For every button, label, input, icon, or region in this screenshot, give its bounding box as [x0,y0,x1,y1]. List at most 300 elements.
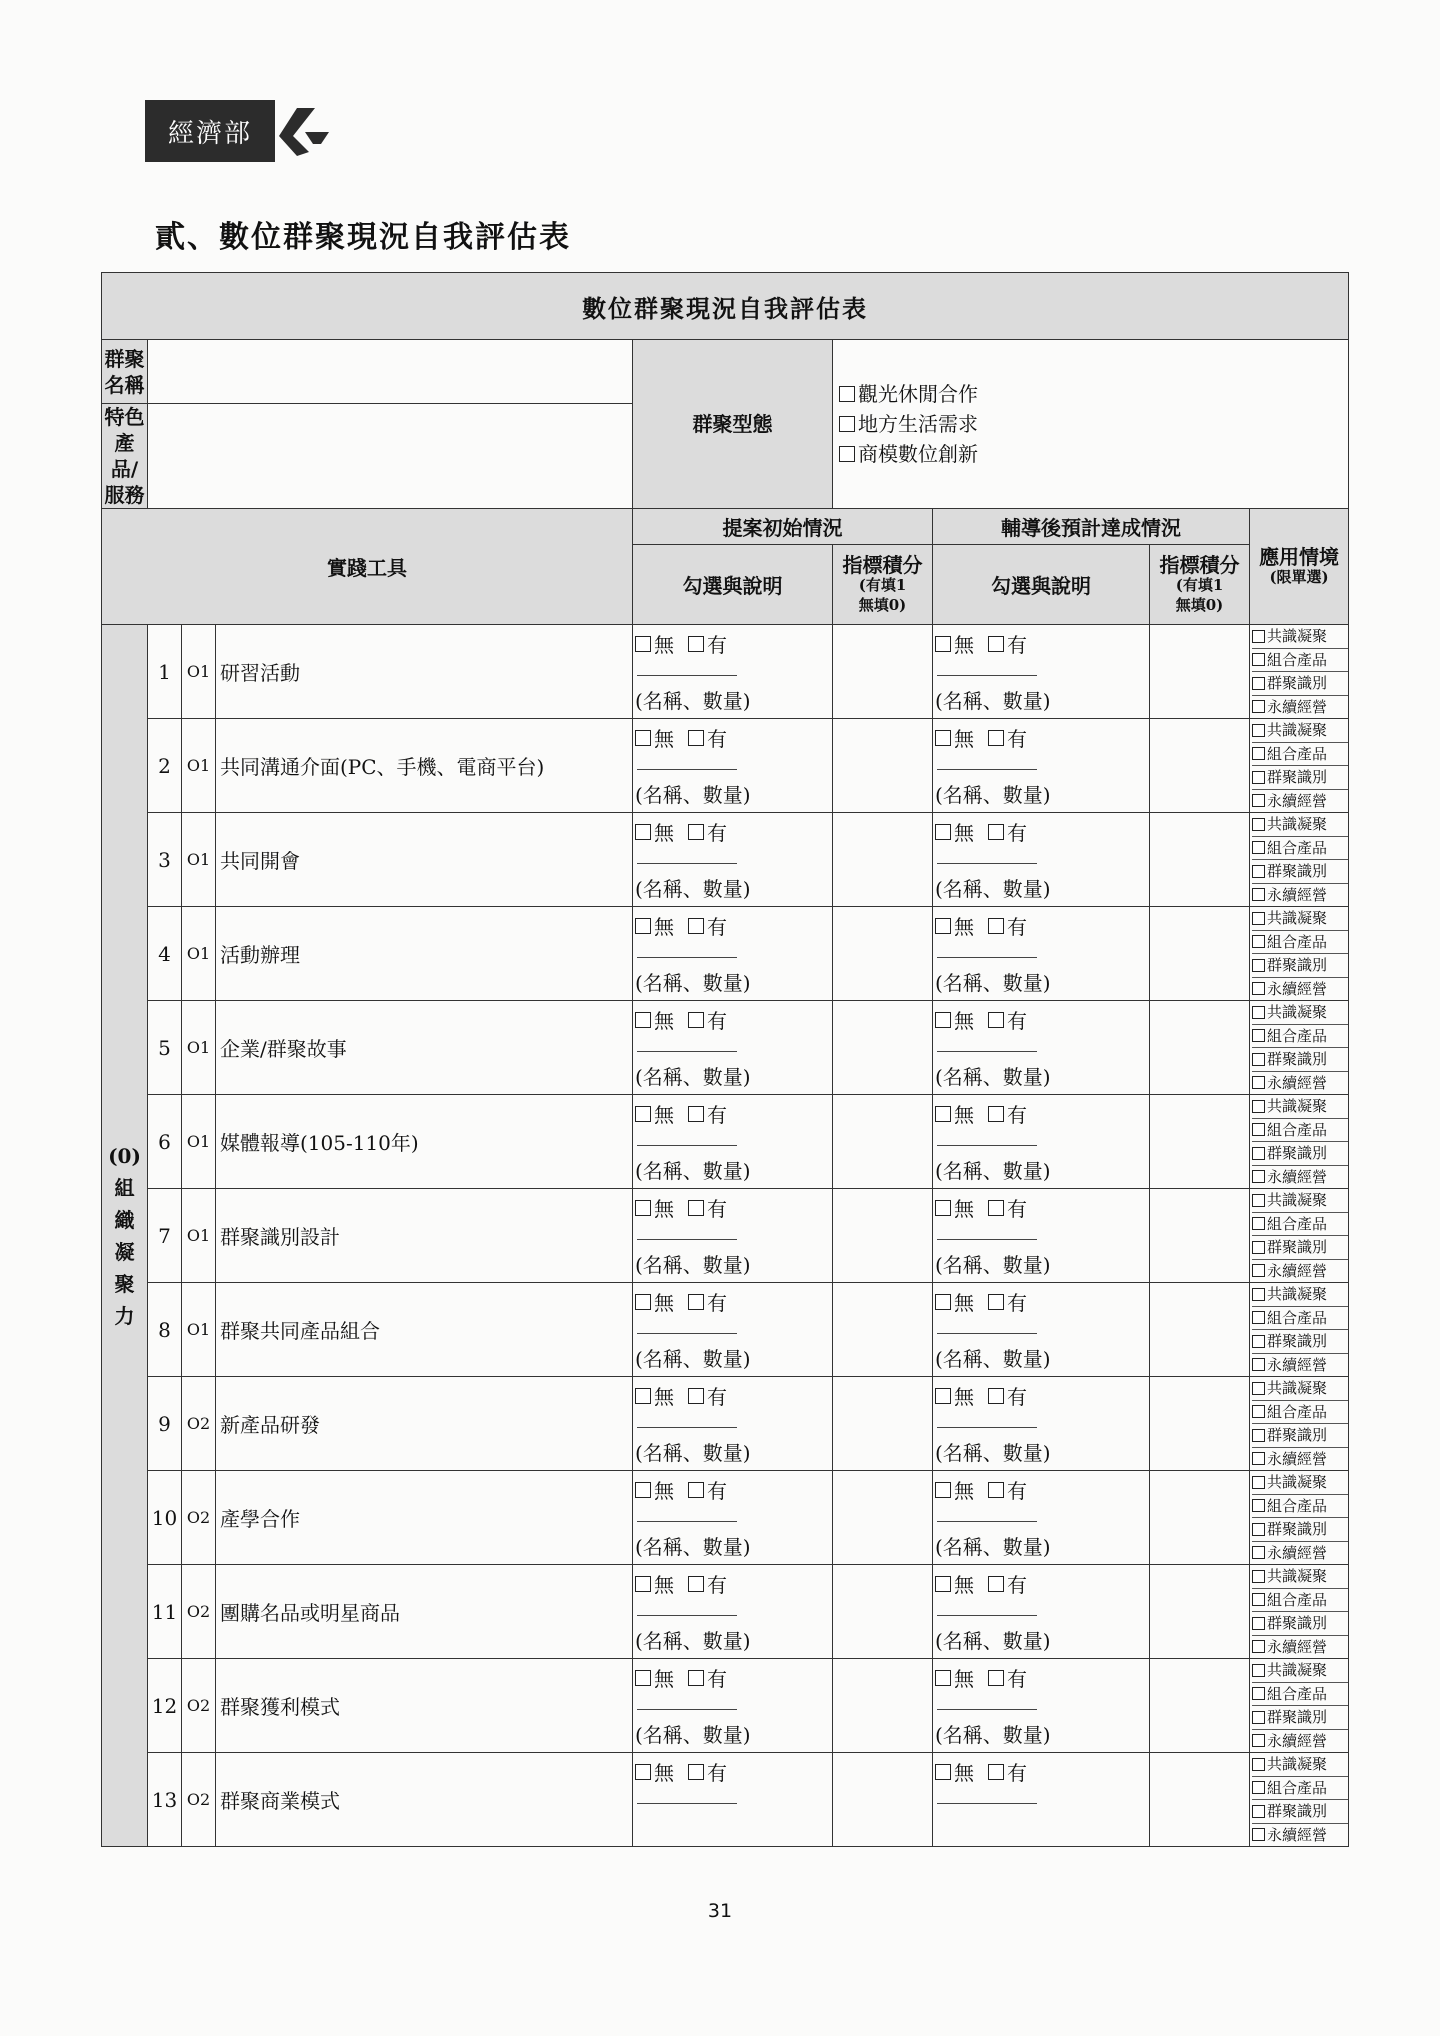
checkbox-icon[interactable] [935,636,951,652]
app-option[interactable]: 永續經營 [1252,1542,1348,1565]
checkbox-icon[interactable] [935,1764,951,1780]
practice-tools-header: 實踐工具 [102,509,633,625]
expected-score-cell[interactable] [1150,719,1250,813]
initial-check-header: 勾選與說明 [633,545,833,625]
checkbox-icon [1252,1382,1265,1395]
fill-line[interactable] [937,863,1037,864]
table-row [102,1001,1349,1095]
checkbox-icon[interactable] [688,1482,704,1498]
checkbox-icon [1252,1241,1265,1254]
cluster-name-label: 群聚名稱 [102,340,148,404]
checkbox-icon[interactable] [688,1294,704,1310]
app-option[interactable]: 組合產品 [1252,1119,1348,1143]
initial-score-cell[interactable] [833,1283,933,1377]
app-scenario-options [1250,813,1349,907]
checkbox-icon [1252,1734,1265,1747]
fill-line[interactable] [937,769,1037,770]
checkbox-icon[interactable] [935,1576,951,1592]
name-qty-note: (名稱、數量) [635,971,751,995]
app-option[interactable]: 共識凝聚 [1252,1189,1348,1213]
checkbox-icon [1252,677,1265,690]
app-scenario-options [1250,1471,1349,1565]
initial-score-cell[interactable] [833,625,933,719]
row-code: O1 [182,1189,216,1283]
checkbox-icon[interactable] [635,730,651,746]
initial-check-cell: 無 有 (名稱、數量) [633,1659,833,1753]
app-option[interactable]: 群聚識別 [1252,860,1348,884]
initial-score-cell[interactable] [833,1753,933,1847]
table-row [102,1095,1349,1189]
name-qty-note: (名稱、數量) [935,689,1051,713]
expected-check-cell: 無 有 [933,1753,1150,1847]
name-qty-note: (名稱、數量) [635,689,751,713]
checkbox-icon [1252,653,1265,666]
name-qty-note: (名稱、數量) [635,1159,751,1183]
fill-line[interactable] [937,1803,1037,1804]
name-qty-note: (名稱、數量) [635,1253,751,1277]
checkbox-icon [1252,1546,1265,1559]
checkbox-icon[interactable] [935,918,951,934]
app-option[interactable]: 共識凝聚 [1252,813,1348,837]
name-qty-note: (名稱、數量) [635,1441,751,1465]
app-option[interactable]: 共識凝聚 [1252,1471,1348,1495]
checkbox-icon[interactable] [988,1576,1004,1592]
checkbox-icon [1252,1429,1265,1442]
checkbox-icon[interactable] [988,730,1004,746]
checkbox-icon [1252,865,1265,878]
name-qty-note: (名稱、數量) [935,1629,1051,1653]
app-option[interactable]: 永續經營 [1252,1260,1348,1283]
name-qty-note: (名稱、數量) [935,1159,1051,1183]
initial-check-cell: 無 有 (名稱、數量) [633,1283,833,1377]
app-option[interactable]: 永續經營 [1252,1636,1348,1659]
expected-score-cell[interactable] [1150,1189,1250,1283]
row-code: O1 [182,1001,216,1095]
initial-score-cell[interactable] [833,1471,933,1565]
cluster-type-option-local-life[interactable]: 地方生活需求 [839,409,1348,439]
checkbox-icon[interactable] [935,1388,951,1404]
app-option[interactable]: 永續經營 [1252,884,1348,907]
name-qty-note: (名稱、數量) [935,783,1051,807]
app-option[interactable]: 組合產品 [1252,1683,1348,1707]
name-qty-note: (名稱、數量) [935,1253,1051,1277]
checkbox-icon[interactable] [635,1764,651,1780]
checkbox-icon [839,386,855,402]
checkbox-icon [1252,1358,1265,1371]
practice-tool-name: 媒體報導(105-110年) [216,1095,633,1189]
checkbox-icon[interactable] [635,1388,651,1404]
checkbox-icon[interactable] [635,636,651,652]
checkbox-icon [1252,1711,1265,1724]
app-option[interactable]: 共識凝聚 [1252,719,1348,743]
app-option[interactable]: 組合產品 [1252,743,1348,767]
fill-line[interactable] [637,1239,737,1240]
checkbox-icon[interactable] [935,1012,951,1028]
checkbox-icon[interactable] [988,918,1004,934]
initial-score-cell[interactable] [833,1565,933,1659]
checkbox-icon[interactable] [988,1670,1004,1686]
app-option[interactable]: 群聚識別 [1252,1236,1348,1260]
row-code: O1 [182,625,216,719]
app-option[interactable]: 共識凝聚 [1252,1753,1348,1777]
practice-tool-name: 共同開會 [216,813,633,907]
app-option[interactable]: 組合產品 [1252,1213,1348,1237]
app-option[interactable]: 組合產品 [1252,1589,1348,1613]
app-option[interactable]: 群聚識別 [1252,1518,1348,1542]
cluster-type-option-tourism[interactable]: 觀光休閒合作 [839,379,1348,409]
initial-score-cell[interactable] [833,1001,933,1095]
checkbox-icon [1252,700,1265,713]
practice-tool-name: 活動辦理 [216,907,633,1001]
fill-line[interactable] [637,769,737,770]
row-number: 9 [148,1377,182,1471]
checkbox-icon [1252,1593,1265,1606]
row-number: 10 [148,1471,182,1565]
fill-line[interactable] [637,1051,737,1052]
name-qty-note: (名稱、數量) [935,1441,1051,1465]
app-option[interactable]: 永續經營 [1252,696,1348,719]
checkbox-icon [1252,1288,1265,1301]
checkbox-icon[interactable] [988,1388,1004,1404]
checkbox-icon[interactable] [635,824,651,840]
checkbox-icon [1252,1499,1265,1512]
row-number: 11 [148,1565,182,1659]
checkbox-icon [1252,794,1265,807]
fill-line[interactable] [637,863,737,864]
expected-score-cell[interactable] [1150,1001,1250,1095]
fill-line[interactable] [637,1803,737,1804]
checkbox-icon[interactable] [988,1012,1004,1028]
checkbox-icon [1252,1452,1265,1465]
app-option[interactable]: 共識凝聚 [1252,1095,1348,1119]
app-option[interactable]: 共識凝聚 [1252,625,1348,649]
expected-status-header: 輔導後預計達成情況 [933,509,1250,545]
app-option[interactable]: 永續經營 [1252,1072,1348,1095]
name-qty-note: (名稱、數量) [935,971,1051,995]
app-option[interactable]: 組合產品 [1252,837,1348,861]
expected-check-cell: 無 有 (名稱、數量) [933,1471,1150,1565]
name-qty-note: (名稱、數量) [935,1065,1051,1089]
checkbox-icon [1252,724,1265,737]
initial-check-cell: 無 有 (名稱、數量) [633,1377,833,1471]
app-option[interactable]: 共識凝聚 [1252,1659,1348,1683]
expected-check-cell: 無 有 (名稱、數量) [933,1283,1150,1377]
app-option[interactable]: 組合產品 [1252,1495,1348,1519]
fill-line[interactable] [937,1145,1037,1146]
checkbox-icon [1252,935,1265,948]
fill-line[interactable] [937,1427,1037,1428]
checkbox-icon[interactable] [935,1294,951,1310]
row-number: 12 [148,1659,182,1753]
app-option[interactable]: 永續經營 [1252,790,1348,813]
initial-check-cell: 無 有 (名稱、數量) [633,1471,833,1565]
checkbox-icon[interactable] [635,1576,651,1592]
checkbox-icon[interactable] [688,1388,704,1404]
fill-line[interactable] [937,957,1037,958]
name-qty-note: (名稱、數量) [935,1535,1051,1559]
checkbox-icon[interactable] [988,1482,1004,1498]
table-row [102,1377,1349,1471]
expected-check-cell: 無 有 (名稱、數量) [933,907,1150,1001]
app-option[interactable]: 群聚識別 [1252,672,1348,696]
checkbox-icon [1252,912,1265,925]
checkbox-icon[interactable] [988,1764,1004,1780]
initial-score-cell[interactable] [833,1377,933,1471]
app-option[interactable]: 群聚識別 [1252,1612,1348,1636]
checkbox-icon[interactable] [988,1294,1004,1310]
rows-body [102,625,1349,1847]
app-option[interactable]: 群聚識別 [1252,1800,1348,1824]
checkbox-icon[interactable] [635,1106,651,1122]
checkbox-icon[interactable] [688,1576,704,1592]
checkbox-icon[interactable] [688,636,704,652]
checkbox-icon[interactable] [635,1482,651,1498]
fill-line[interactable] [637,957,737,958]
row-number: 3 [148,813,182,907]
app-option[interactable]: 組合產品 [1252,1025,1348,1049]
logo [145,100,335,162]
expected-check-cell: 無 有 (名稱、數量) [933,1659,1150,1753]
checkbox-icon[interactable] [688,1106,704,1122]
checkbox-icon[interactable] [988,1200,1004,1216]
checkbox-icon[interactable] [688,918,704,934]
row-code: O2 [182,1471,216,1565]
expected-score-cell[interactable] [1150,1659,1250,1753]
table-row [102,907,1349,1001]
practice-tool-name: 新產品研發 [216,1377,633,1471]
row-code: O1 [182,1283,216,1377]
expected-score-cell[interactable] [1150,1753,1250,1847]
row-number: 1 [148,625,182,719]
app-scenario-options [1250,1377,1349,1471]
checkbox-icon [1252,1805,1265,1818]
app-option[interactable]: 組合產品 [1252,1307,1348,1331]
app-option[interactable]: 組合產品 [1252,1777,1348,1801]
row-code: O2 [182,1753,216,1847]
app-option[interactable]: 共識凝聚 [1252,1001,1348,1025]
app-option[interactable]: 永續經營 [1252,1354,1348,1377]
initial-check-cell: 無 有 (名稱、數量) [633,1565,833,1659]
app-option[interactable]: 共識凝聚 [1252,1565,1348,1589]
checkbox-icon [839,416,855,432]
checkbox-icon [1252,1076,1265,1089]
checkbox-icon[interactable] [635,918,651,934]
checkbox-icon[interactable] [935,1200,951,1216]
checkbox-icon [1252,959,1265,972]
app-scenario-options [1250,1001,1349,1095]
expected-score-cell[interactable] [1150,813,1250,907]
app-scenario-options [1250,1095,1349,1189]
app-option[interactable]: 永續經營 [1252,1166,1348,1189]
app-option[interactable]: 永續經營 [1252,1824,1348,1847]
cluster-type-option-digital-innovation[interactable]: 商模數位創新 [839,439,1348,469]
practice-tool-name: 群聚共同產品組合 [216,1283,633,1377]
app-option[interactable]: 群聚識別 [1252,1330,1348,1354]
row-number: 4 [148,907,182,1001]
table-row [102,813,1349,907]
fill-line[interactable] [937,1615,1037,1616]
row-number: 6 [148,1095,182,1189]
fill-line[interactable] [637,675,737,676]
expected-check-cell: 無 有 (名稱、數量) [933,1377,1150,1471]
app-option[interactable]: 群聚識別 [1252,766,1348,790]
name-qty-note: (名稱、數量) [635,1065,751,1089]
app-option[interactable]: 群聚識別 [1252,1706,1348,1730]
checkbox-icon [1252,1311,1265,1324]
expected-score-cell[interactable] [1150,1471,1250,1565]
checkbox-icon [1252,1523,1265,1536]
checkbox-icon [1252,841,1265,854]
initial-score-cell[interactable] [833,1189,933,1283]
checkbox-icon [1252,630,1265,643]
fill-line[interactable] [937,675,1037,676]
expected-check-header: 勾選與說明 [933,545,1150,625]
app-option[interactable]: 群聚識別 [1252,954,1348,978]
name-qty-note: (名稱、數量) [635,1723,751,1747]
expected-score-cell[interactable] [1150,625,1250,719]
checkbox-icon[interactable] [635,1294,651,1310]
app-scenario-options [1250,1659,1349,1753]
checkbox-icon[interactable] [635,1200,651,1216]
practice-tool-name: 群聚獲利模式 [216,1659,633,1753]
checkbox-icon[interactable] [688,1764,704,1780]
checkbox-icon [1252,1006,1265,1019]
fill-line[interactable] [937,1709,1037,1710]
checkbox-icon[interactable] [988,1106,1004,1122]
app-option[interactable]: 群聚識別 [1252,1424,1348,1448]
name-qty-note: (名稱、數量) [935,877,1051,901]
fill-line[interactable] [937,1333,1037,1334]
app-option[interactable]: 共識凝聚 [1252,1377,1348,1401]
expected-check-cell: 無 有 (名稱、數量) [933,719,1150,813]
checkbox-icon[interactable] [935,1670,951,1686]
practice-tool-name: 群聚商業模式 [216,1753,633,1847]
checkbox-icon[interactable] [688,1200,704,1216]
checkbox-icon[interactable] [635,1670,651,1686]
checkbox-icon[interactable] [935,824,951,840]
checkbox-icon [1252,1781,1265,1794]
app-option[interactable]: 共識凝聚 [1252,1283,1348,1307]
table-row [102,1471,1349,1565]
app-option[interactable]: 組合產品 [1252,649,1348,673]
cluster-name-input[interactable] [148,340,633,404]
checkbox-icon[interactable] [688,730,704,746]
checkbox-icon[interactable] [988,636,1004,652]
initial-score-cell[interactable] [833,1659,933,1753]
expected-check-cell: 無 有 (名稱、數量) [933,1001,1150,1095]
cluster-type-label: 群聚型態 [633,340,833,509]
fill-line[interactable] [637,1709,737,1710]
row-number: 7 [148,1189,182,1283]
app-scenario-options [1250,719,1349,813]
row-code: O2 [182,1377,216,1471]
table-row [102,1753,1349,1847]
row-number: 13 [148,1753,182,1847]
table-row [102,1189,1349,1283]
fill-line[interactable] [637,1427,737,1428]
expected-score-cell[interactable] [1150,1565,1250,1659]
initial-check-cell: 無 有 (名稱、數量) [633,1095,833,1189]
initial-score-cell[interactable] [833,1095,933,1189]
initial-score-cell[interactable] [833,907,933,1001]
checkbox-icon [1252,1617,1265,1630]
app-option[interactable]: 群聚識別 [1252,1048,1348,1072]
checkbox-icon[interactable] [935,1482,951,1498]
initial-score-cell[interactable] [833,813,933,907]
checkbox-icon [1252,1217,1265,1230]
checkbox-icon[interactable] [935,1106,951,1122]
fill-line[interactable] [937,1239,1037,1240]
app-option[interactable]: 組合產品 [1252,931,1348,955]
initial-score-header: 指標積分 (有填1 無填0) [833,545,933,625]
row-number: 8 [148,1283,182,1377]
expected-score-cell[interactable] [1150,1377,1250,1471]
app-scenario-options [1250,1189,1349,1283]
checkbox-icon [1252,1194,1265,1207]
app-option[interactable]: 共識凝聚 [1252,907,1348,931]
app-option[interactable]: 組合產品 [1252,1401,1348,1425]
name-qty-note: (名稱、數量) [935,1723,1051,1747]
expected-score-header: 指標積分 (有填1 無填0) [1150,545,1250,625]
checkbox-icon[interactable] [988,824,1004,840]
checkbox-icon[interactable] [688,824,704,840]
app-option[interactable]: 永續經營 [1252,978,1348,1001]
checkbox-icon[interactable] [688,1670,704,1686]
checkbox-icon [1252,1100,1265,1113]
dimension-label: (0) 組織凝聚力 [102,625,148,1847]
checkbox-icon[interactable] [688,1012,704,1028]
fill-line[interactable] [637,1333,737,1334]
name-qty-note: (名稱、數量) [635,1629,751,1653]
fill-line[interactable] [637,1145,737,1146]
checkbox-icon [1252,1758,1265,1771]
app-option[interactable]: 永續經營 [1252,1448,1348,1471]
app-option[interactable]: 永續經營 [1252,1730,1348,1753]
checkbox-icon [1252,1335,1265,1348]
expected-check-cell: 無 有 (名稱、數量) [933,625,1150,719]
checkbox-icon[interactable] [635,1012,651,1028]
name-qty-note: (名稱、數量) [635,1347,751,1371]
expected-score-cell[interactable] [1150,907,1250,1001]
app-scenario-options [1250,1283,1349,1377]
expected-score-cell[interactable] [1150,1283,1250,1377]
practice-tool-name: 企業/群聚故事 [216,1001,633,1095]
app-option[interactable]: 群聚識別 [1252,1142,1348,1166]
app-scenario-options [1250,1565,1349,1659]
expected-score-cell[interactable] [1150,1095,1250,1189]
initial-check-cell: 無 有 (名稱、數量) [633,907,833,1001]
initial-score-cell[interactable] [833,719,933,813]
checkbox-icon [1252,1170,1265,1183]
checkbox-icon [1252,1476,1265,1489]
product-input[interactable] [148,404,633,509]
form-title: 數位群聚現況自我評估表 [102,273,1349,340]
row-code: O1 [182,907,216,1001]
fill-line[interactable] [937,1051,1037,1052]
fill-line[interactable] [637,1615,737,1616]
initial-check-cell: 無 有 (名稱、數量) [633,719,833,813]
fill-line[interactable] [937,1521,1037,1522]
name-qty-note: (名稱、數量) [635,877,751,901]
row-code: O1 [182,1095,216,1189]
checkbox-icon[interactable] [935,730,951,746]
name-qty-note: (名稱、數量) [635,783,751,807]
fill-line[interactable] [637,1521,737,1522]
app-scenario-options [1250,907,1349,1001]
table-row [102,625,1349,719]
checkbox-icon [1252,747,1265,760]
initial-check-cell: 無 有 (名稱、數量) [633,813,833,907]
